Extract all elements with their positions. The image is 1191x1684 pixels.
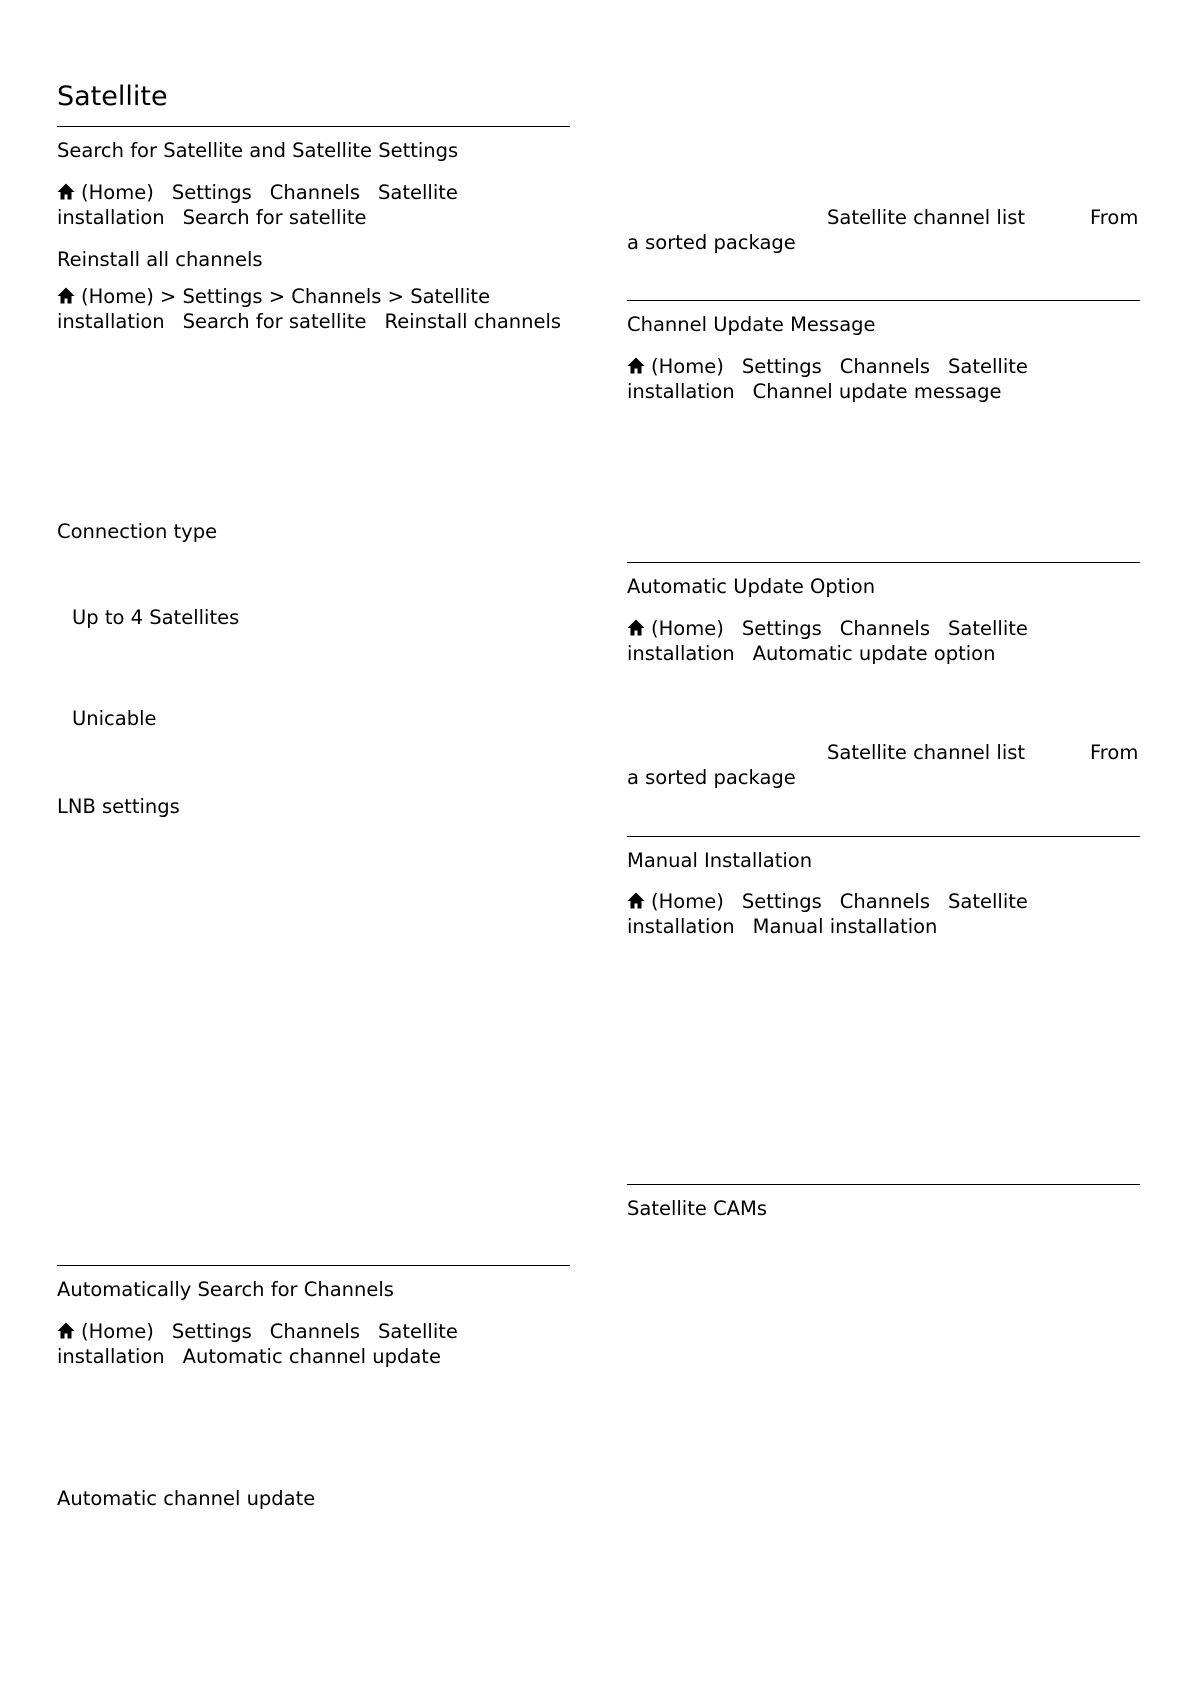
channel-update-path-line2 bbox=[627, 380, 1001, 404]
auto-search-path-line2 bbox=[57, 1345, 441, 1369]
path-installation: installation bbox=[57, 1345, 165, 1368]
reinstall-heading: Reinstall all channels bbox=[57, 248, 263, 271]
channel-update-divider bbox=[627, 300, 1140, 301]
path-manual-installation: Manual installation bbox=[752, 915, 938, 938]
path-satellite: Satellite bbox=[378, 181, 458, 204]
path-satellite: Satellite bbox=[948, 355, 1028, 378]
path-channel-update-message: Channel update message bbox=[752, 380, 1002, 403]
unicable-label: Unicable bbox=[72, 707, 157, 730]
path-installation: installation bbox=[57, 310, 165, 333]
from-label: From bbox=[1090, 741, 1139, 764]
path-installation: installation bbox=[627, 380, 735, 403]
search-path-line1 bbox=[57, 181, 458, 205]
automatic-channel-update-label: Automatic channel update bbox=[57, 1487, 316, 1510]
satellite-channel-list-label: Satellite channel list bbox=[827, 206, 1026, 229]
path-settings: Settings bbox=[741, 355, 822, 378]
auto-search-path-line1 bbox=[57, 1320, 458, 1344]
satellite-cams-divider bbox=[627, 1184, 1140, 1185]
path-home: (Home) bbox=[651, 617, 724, 640]
path-satellite: Satellite bbox=[948, 617, 1028, 640]
path-search-for-satellite: Search for satellite bbox=[182, 206, 367, 229]
path-channels: Channels bbox=[839, 355, 931, 378]
manual-path-line2 bbox=[627, 915, 937, 939]
path-home: (Home) bbox=[651, 890, 724, 913]
path-home: (Home) bbox=[651, 355, 724, 378]
manual-path-line1 bbox=[627, 890, 1028, 914]
up-to-4-satellites-label: Up to 4 Satellites bbox=[72, 606, 240, 629]
auto-update-path-line1 bbox=[627, 617, 1028, 641]
path-home: (Home) bbox=[81, 181, 154, 204]
path-channels: Channels bbox=[839, 890, 931, 913]
path-channels: Channels bbox=[269, 1320, 361, 1343]
path-installation: installation bbox=[627, 642, 735, 665]
path-automatic-channel-update: Automatic channel update bbox=[182, 1345, 441, 1368]
satellite-channel-list-label: Satellite channel list bbox=[827, 741, 1026, 764]
path-automatic-update-option: Automatic update option bbox=[752, 642, 996, 665]
path-channels: Channels bbox=[269, 181, 361, 204]
path-settings: Settings bbox=[741, 890, 822, 913]
reinstall-path-line2 bbox=[57, 310, 561, 334]
home-icon bbox=[57, 183, 75, 200]
manual-install-divider bbox=[627, 836, 1140, 837]
path-satellite: Satellite bbox=[378, 1320, 458, 1343]
path-reinstall-channels: Reinstall channels bbox=[384, 310, 562, 333]
auto-update-path-line2 bbox=[627, 642, 995, 666]
path-search-for-satellite: Search for satellite bbox=[182, 310, 367, 333]
path-installation: installation bbox=[627, 915, 735, 938]
auto-update-heading: Automatic Update Option bbox=[627, 575, 876, 598]
satellite-cams-heading: Satellite CAMs bbox=[627, 1197, 768, 1220]
home-icon bbox=[57, 287, 75, 304]
channel-update-heading: Channel Update Message bbox=[627, 313, 876, 336]
sorted-package-label: a sorted package bbox=[627, 231, 796, 254]
auto-search-heading: Automatically Search for Channels bbox=[57, 1278, 394, 1301]
from-label: From bbox=[1090, 206, 1139, 229]
sorted-package-label: a sorted package bbox=[627, 766, 796, 789]
auto-update-divider bbox=[627, 562, 1140, 563]
path-satellite: Satellite bbox=[948, 890, 1028, 913]
path-channels: Channels bbox=[839, 617, 931, 640]
home-icon bbox=[627, 619, 645, 636]
page-title: Satellite bbox=[57, 81, 168, 112]
path-home-full: (Home) > Settings > Channels > Satellite bbox=[81, 285, 491, 308]
search-satellite-heading: Search for Satellite and Satellite Settings bbox=[57, 139, 459, 162]
path-settings: Settings bbox=[171, 1320, 252, 1343]
path-installation: installation bbox=[57, 206, 165, 229]
search-path-line2 bbox=[57, 206, 367, 230]
manual-install-heading: Manual Installation bbox=[627, 849, 813, 872]
path-home: (Home) bbox=[81, 1320, 154, 1343]
home-icon bbox=[57, 1322, 75, 1339]
connection-type-label: Connection type bbox=[57, 520, 218, 543]
home-icon bbox=[627, 892, 645, 909]
lnb-settings-label: LNB settings bbox=[57, 795, 180, 818]
title-divider bbox=[57, 126, 570, 127]
path-settings: Settings bbox=[171, 181, 252, 204]
path-settings: Settings bbox=[741, 617, 822, 640]
reinstall-path-line1 bbox=[57, 285, 490, 309]
channel-update-path-line1 bbox=[627, 355, 1028, 379]
home-icon bbox=[627, 357, 645, 374]
auto-search-divider bbox=[57, 1265, 570, 1266]
